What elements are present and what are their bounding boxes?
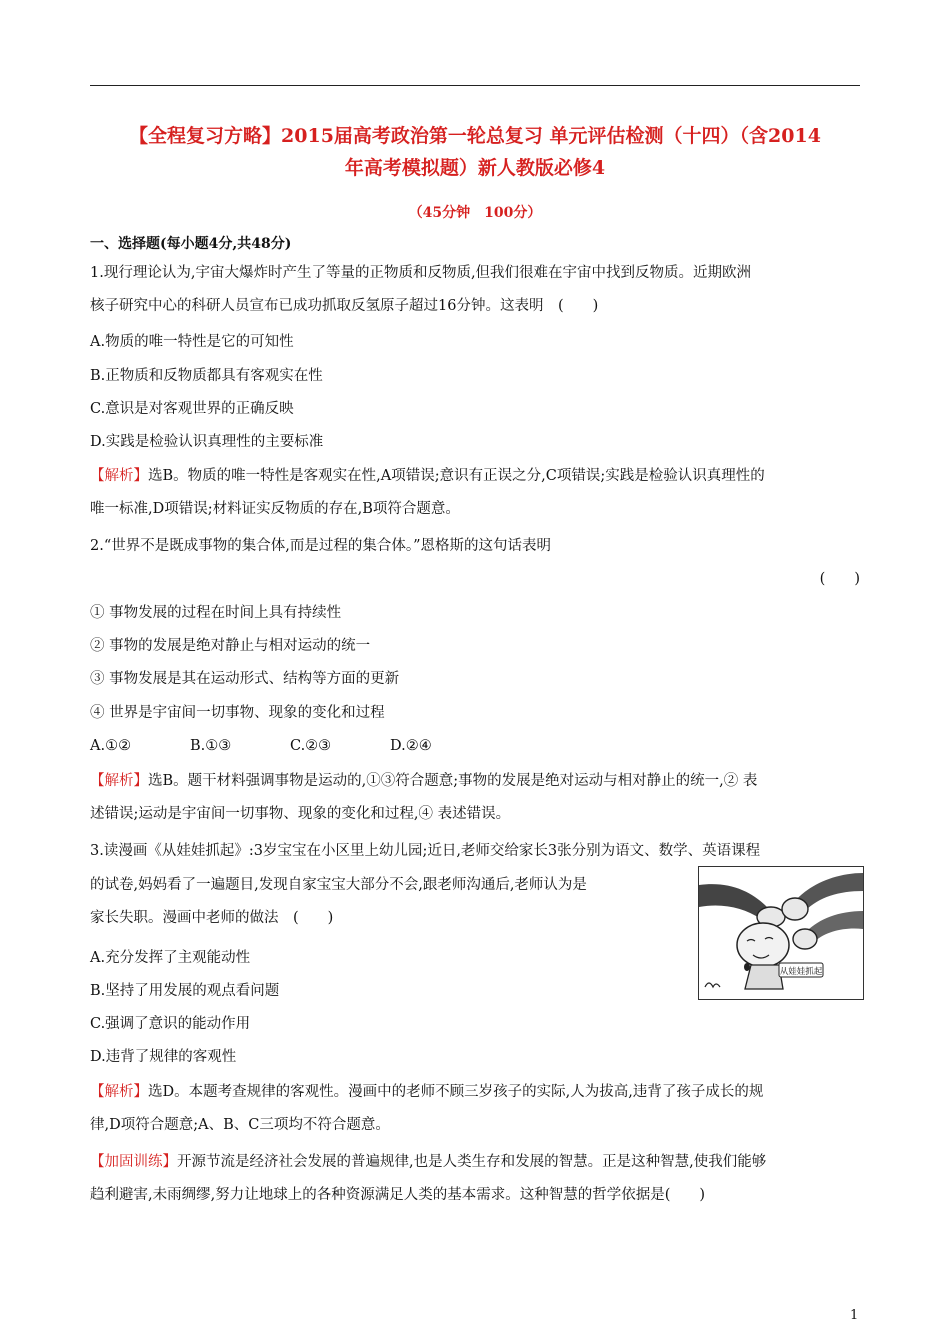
training-line-2: 趋利避害,未雨绸缪,努力让地球上的各种资源满足人类的基本需求。这种智慧的哲学依据是( ): [90, 1187, 706, 1203]
q2-item-2: ② 事物的发展是绝对静止与相对运动的统一: [90, 638, 371, 654]
q1-option-a: A.物质的唯一特性是它的可知性: [90, 334, 294, 350]
q3-analysis-line-1: 选D。本题考查规律的客观性。漫画中的老师不顾三岁孩子的实际,人为拔高,违背了孩子成长的规: [148, 1084, 764, 1100]
q2-stem: 2.“世界不是既成事物的集合体,而是过程的集合体。”恩格斯的这句话表明: [90, 538, 552, 554]
q3-option-a: A.充分发挥了主观能动性: [90, 950, 251, 966]
training-line-1: 开源节流是经济社会发展的普遍规律,也是人类生存和发展的智慧。正是这种智慧,使我们能够: [177, 1154, 767, 1170]
q3-stem-line-1: 3.读漫画《从娃娃抓起》:3岁宝宝在小区里上幼儿园;近日,老师交给家长3张分别为语文、数学、英语课程: [90, 843, 761, 859]
q1-option-c: C.意识是对客观世界的正确反映: [90, 401, 294, 417]
title-line-1: 【全程复习方略】2015届高考政治第一轮总复习 单元评估检测（十四）（含2014: [129, 125, 821, 147]
child-head: [737, 923, 789, 967]
analysis-tag: 【解析】: [90, 468, 148, 484]
q2-analysis: [90, 765, 860, 831]
q1-stem-line-1: 1.现行理论认为,宇宙大爆炸时产生了等量的正物质和反物质,但我们很难在宇宙中找到反物质。近期欧洲: [90, 265, 752, 281]
q3-stem-line-3: 家长失职。漫画中老师的做法 ( ): [90, 910, 334, 926]
analysis-tag: 【解析】: [90, 773, 148, 789]
q3-analysis-line-2: 律,D项符合题意;A、B、C三项均不符合题意。: [90, 1117, 390, 1133]
artist-signature: [705, 983, 720, 987]
q1-option-d: D.实践是检验认识真理性的主要标准: [90, 434, 324, 450]
tear-drop: [744, 963, 750, 971]
q3-stem-line-2: 的试卷,妈妈看了一遍题目,发现自家宝宝大部分不会,跟老师沟通后,老师认为是: [90, 877, 587, 893]
training-tag: 【加固训练】: [90, 1154, 177, 1170]
analysis-tag: 【解析】: [90, 1084, 148, 1100]
q2-options: [90, 730, 860, 763]
q2-answer-blank: ( ): [819, 571, 860, 587]
right-hand-top: [782, 898, 808, 920]
q2-option-d: D.②④: [390, 738, 432, 754]
cartoon-caption: 从娃娃抓起: [779, 967, 823, 977]
q1-option-b: B.正物质和反物质都具有客观实在性: [90, 368, 323, 384]
q1-analysis: [90, 460, 860, 526]
q1-stem: [90, 257, 860, 323]
page-number: 1: [850, 1308, 859, 1323]
q2-option-c: C.②③: [290, 738, 332, 754]
q1-analysis-line-2: 唯一标准,D项错误;材料证实反物质的存在,B项符合题意。: [90, 501, 460, 517]
q2-item-1: ① 事物发展的过程在时间上具有持续性: [90, 605, 342, 621]
q2-analysis-line-2: 述错误;运动是宇宙间一切事物、现象的变化和过程,④ 表述错误。: [90, 806, 511, 822]
q3-option-c: C.强调了意识的能动作用: [90, 1016, 251, 1032]
header-rule: [90, 85, 860, 86]
left-arm: [699, 884, 767, 919]
q2-item-4: ④ 世界是宇宙间一切事物、现象的变化和过程: [90, 705, 385, 721]
right-hand-bottom: [793, 929, 817, 949]
document-title: [90, 120, 860, 184]
q1-analysis-line-1: 选B。物质的唯一特性是客观实在性,A项错误;意识有正误之分,C项错误;实践是检验认识真理性的: [148, 468, 765, 484]
cartoon-drawing: [699, 867, 863, 999]
cartoon-image: [698, 866, 864, 1000]
q2-option-a: A.①②: [90, 738, 132, 754]
q2-analysis-line-1: 选B。题干材料强调事物是运动的,①③符合题意;事物的发展是绝对运动与相对静止的统一,② 表: [148, 773, 758, 789]
q2-option-b: B.①③: [190, 738, 232, 754]
q2-item-3: ③ 事物发展是其在运动形式、结构等方面的更新: [90, 671, 400, 687]
q3-option-b: B.坚持了用发展的观点看问题: [90, 983, 280, 999]
q3-analysis: [90, 1076, 860, 1142]
q1-stem-line-2: 核子研究中心的科研人员宣布已成功抓取反氢原子超过16分钟。这表明 ( ): [90, 298, 599, 314]
title-line-2: 年高考模拟题）新人教版必修4: [344, 157, 606, 179]
child-body: [745, 965, 783, 989]
document-subtitle: （45分钟 100分）: [408, 205, 542, 221]
q3-option-d: D.违背了规律的客观性: [90, 1049, 237, 1065]
training-block: [90, 1146, 860, 1212]
section-heading: 一、选择题(每小题4分,共48分): [90, 236, 292, 252]
